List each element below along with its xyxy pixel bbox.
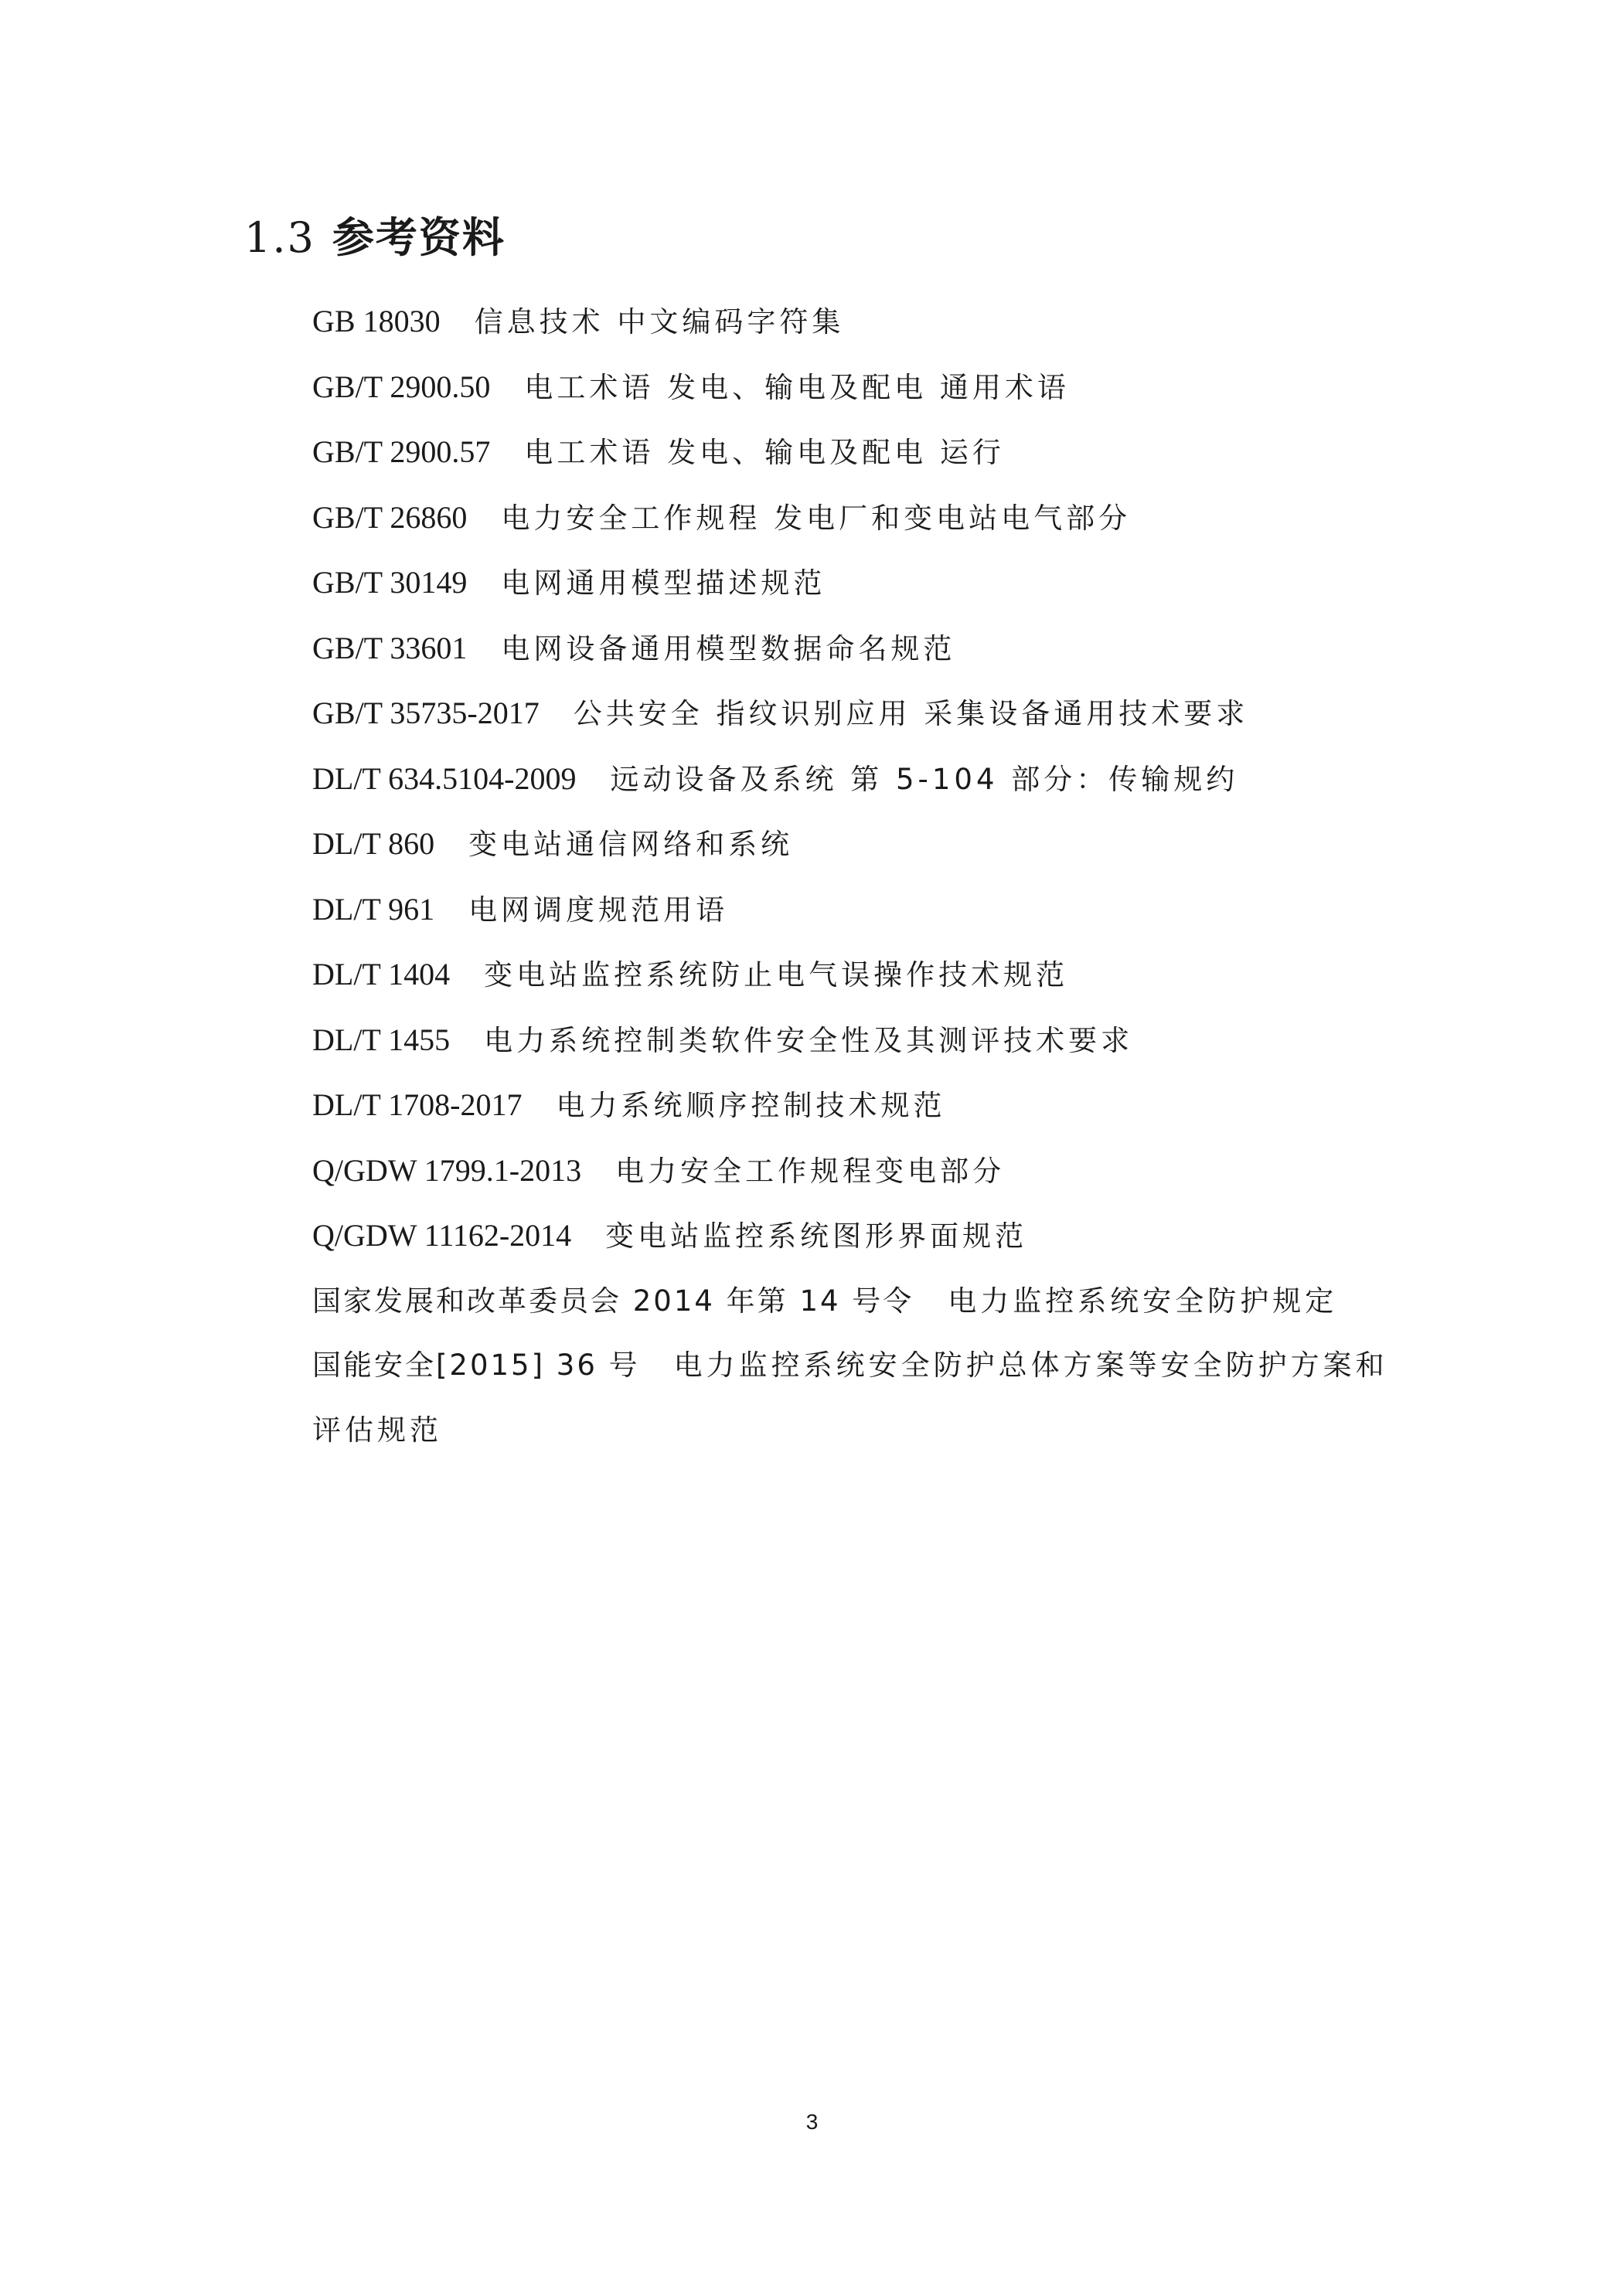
reference-code: GB/T 30149 <box>312 565 468 600</box>
reference-code: Q/GDW 11162-2014 <box>312 1218 572 1253</box>
reference-title: 电网设备通用模型数据命名规范 <box>501 631 956 665</box>
reference-title: 电工术语 发电、输电及配电 通用术语 <box>524 370 1070 404</box>
reference-code: GB/T 2900.50 <box>312 369 491 404</box>
reference-code: GB/T 33601 <box>312 630 468 665</box>
section-heading <box>244 210 506 266</box>
reference-item <box>312 747 1410 812</box>
reference-code: Q/GDW 1799.1-2013 <box>312 1152 582 1188</box>
reference-code: DL/T 1708-2017 <box>312 1087 523 1122</box>
reference-title: 电力系统控制类软件安全性及其测评技术要求 <box>484 1023 1134 1057</box>
reference-code: GB/T 35735-2017 <box>312 696 540 730</box>
reference-code: DL/T 634.5104-2009 <box>312 760 577 796</box>
reference-code: DL/T 1455 <box>312 1022 451 1057</box>
reference-item <box>312 811 1410 877</box>
reference-title: 变电站通信网络和系统 <box>468 828 794 861</box>
reference-title: 电网通用模型描述规范 <box>501 566 826 600</box>
reference-title: 电力安全工作规程 发电厂和变电站电气部分 <box>501 501 1132 535</box>
reference-code: GB/T 2900.57 <box>312 434 491 469</box>
reference-title: 电力系统顺序控制技术规范 <box>556 1089 946 1122</box>
reference-item <box>312 1333 1410 1462</box>
reference-item <box>312 681 1410 747</box>
reference-item <box>312 1008 1410 1073</box>
reference-title: 电力监控系统安全防护总体方案等安全防护方案和评估规范 <box>312 1349 1388 1447</box>
reference-item <box>312 877 1410 943</box>
reference-title: 变电站监控系统防止电气误操作技术规范 <box>484 958 1069 992</box>
reference-item <box>312 289 1410 355</box>
reference-code: DL/T 860 <box>312 826 435 861</box>
reference-item <box>312 1138 1410 1204</box>
section-title: 参考资料 <box>332 213 506 262</box>
reference-title: 远动设备及系统 第 5-104 部分：传输规约 <box>610 762 1239 796</box>
reference-code: 国能安全[2015] 36 号 <box>312 1349 640 1382</box>
reference-title: 信息技术 中文编码字符集 <box>474 305 845 338</box>
reference-item <box>312 1073 1410 1138</box>
reference-title: 电力安全工作规程变电部分 <box>615 1154 1006 1188</box>
reference-title: 电网调度规范用语 <box>468 893 729 927</box>
reference-title: 公共安全 指纹识别应用 采集设备通用技术要求 <box>573 697 1249 730</box>
reference-item <box>312 485 1410 551</box>
reference-code: DL/T 1404 <box>312 957 451 992</box>
reference-item <box>312 942 1410 1008</box>
reference-list <box>312 289 1410 1462</box>
reference-title: 电工术语 发电、输电及配电 运行 <box>524 436 1005 469</box>
reference-code: 国家发展和改革委员会 2014 年第 14 号令 <box>312 1284 914 1318</box>
reference-code: GB/T 26860 <box>312 499 468 535</box>
section-number: 1.3 <box>244 213 315 262</box>
reference-item <box>312 1269 1410 1334</box>
reference-code: GB 18030 <box>312 304 441 338</box>
reference-item <box>312 550 1410 616</box>
reference-item <box>312 616 1410 682</box>
page-number: 3 <box>805 2110 819 2134</box>
reference-code: DL/T 961 <box>312 891 435 927</box>
reference-title: 变电站监控系统图形界面规范 <box>605 1219 1028 1253</box>
reference-item <box>312 355 1410 420</box>
reference-title: 电力监控系统安全防护规定 <box>948 1284 1338 1318</box>
reference-item <box>312 420 1410 485</box>
reference-item <box>312 1203 1410 1269</box>
